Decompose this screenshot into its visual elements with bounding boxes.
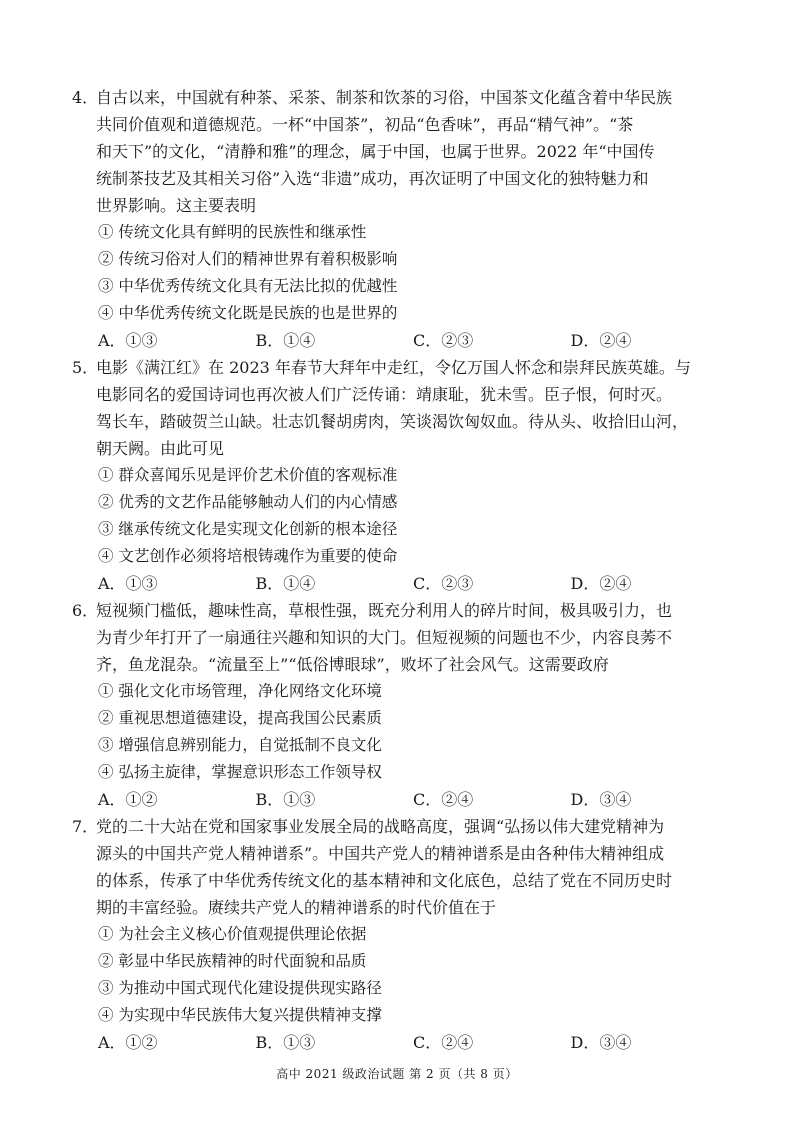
statement-1: ① 强化文化市场管理，净化网络文化环境 <box>98 682 382 700</box>
question-number: 4． <box>72 88 99 107</box>
statement-3: ③ 为推动中国式现代化建设提供现实路径 <box>98 979 382 997</box>
statement-4: ④ 中华优秀传统文化既是民族的也是世界的 <box>98 304 398 322</box>
stem-line: 世界影响。这主要表明 <box>96 196 257 215</box>
question-stem <box>96 813 728 921</box>
stem-line: 电影《满江红》在 2023 年春节大拜年中走红，令亿万国人怀念和崇拜民族英雄。与 <box>96 358 691 377</box>
statement-3: ③ 中华优秀传统文化具有无法比拟的优越性 <box>98 277 398 295</box>
choice-c: C．②④ <box>413 790 474 809</box>
statement-2: ② 优秀的文艺作品能够触动人们的内心情感 <box>98 493 398 511</box>
statement-4: ④ 文艺创作必须将培根铸魂作为重要的使命 <box>98 547 398 565</box>
statement-3: ③ 增强信息辨别能力，自觉抵制不良文化 <box>98 736 382 754</box>
stem-line: 统制茶技艺及其相关习俗”入选“非遗”成功，再次证明了中国文化的独特魅力和 <box>96 169 649 188</box>
statement-1: ① 传统文化具有鲜明的民族性和继承性 <box>98 223 367 241</box>
answer-choices <box>96 327 728 354</box>
question-stem <box>96 597 728 678</box>
stem-line: 党的二十大站在党和国家事业发展全局的战略高度，强调“弘扬以伟大建党精神为 <box>96 817 665 836</box>
question-number: 7． <box>72 817 99 836</box>
stem-line: 共同价值观和道德规范。一杯“中国茶”，初品“色香味”，再品“精气神”。“茶 <box>96 115 634 134</box>
statement-3: ③ 继承传统文化是实现文化创新的根本途径 <box>98 520 398 538</box>
question-stem <box>96 84 728 219</box>
question-5 <box>72 354 728 597</box>
stem-line: 朝天阙。由此可见 <box>96 439 225 458</box>
statement-4: ④ 为实现中华民族伟大复兴提供精神支撑 <box>98 1006 382 1024</box>
stem-line: 电影同名的爱国诗词也再次被人们广泛传诵：靖康耻，犹未雪。臣子恨，何时灭。 <box>96 385 673 404</box>
statement-1: ① 群众喜闻乐见是评价艺术价值的客观标准 <box>98 466 398 484</box>
stem-line: 的体系，传承了中华优秀传统文化的基本精神和文化底色，总结了党在不同历史时 <box>96 871 673 890</box>
stem-line: 驾长车，踏破贺兰山缺。壮志饥餐胡虏肉，笑谈渴饮匈奴血。待从头、收拾旧山河， <box>96 412 689 431</box>
statement-4: ④ 弘扬主旋律，掌握意识形态工作领导权 <box>98 763 382 781</box>
statement-2: ② 重视思想道德建设，提高我国公民素质 <box>98 709 382 727</box>
stem-line: 齐，鱼龙混杂。“流量至上”“低俗博眼球”，败坏了社会风气。这需要政府 <box>96 655 609 674</box>
stem-line: 短视频门槛低，趣味性高，草根性强，既充分利用人的碎片时间，极具吸引力，也 <box>96 601 673 620</box>
question-number: 6． <box>72 601 99 620</box>
stem-line: 期的丰富经验。赓续共产党人的精神谱系的时代价值在于 <box>96 898 497 917</box>
stem-line: 为青少年打开了一扇通往兴趣和知识的大门。但短视频的问题也不少，内容良莠不 <box>96 628 673 647</box>
choice-b: B．①③ <box>255 790 316 809</box>
statement-2: ② 传统习俗对人们的精神世界有着积极影响 <box>98 250 398 268</box>
choice-b: B．①④ <box>255 331 316 350</box>
answer-choices <box>96 1029 728 1056</box>
choice-a: A．①② <box>98 790 158 809</box>
choice-a: A．①③ <box>98 574 158 593</box>
question-4 <box>72 84 728 354</box>
stem-line: 自古以来，中国就有种茶、采茶、制茶和饮茶的习俗，中国茶文化蕴含着中华民族 <box>96 88 673 107</box>
choice-d: D．③④ <box>570 790 632 809</box>
answer-choices <box>96 570 728 597</box>
choice-d: D．②④ <box>570 574 632 593</box>
page-footer: 高中 2021 级政治试题 第 2 页（共 8 页） <box>276 1067 518 1081</box>
choice-c: C．②③ <box>413 331 474 350</box>
choice-d: D．②④ <box>570 331 632 350</box>
choice-b: B．①③ <box>255 1033 316 1052</box>
answer-choices <box>96 786 728 813</box>
choice-c: C．②③ <box>413 574 474 593</box>
question-7 <box>72 813 728 1056</box>
stem-line: 和天下”的文化，“清静和雅”的理念，属于中国，也属于世界。2022 年“中国传 <box>96 142 655 161</box>
statement-2: ② 彰显中华民族精神的时代面貌和品质 <box>98 952 367 970</box>
question-number: 5． <box>72 358 99 377</box>
choice-d: D．③④ <box>570 1033 632 1052</box>
choice-b: B．①④ <box>255 574 316 593</box>
choice-a: A．①② <box>98 1033 158 1052</box>
stem-line: 源头的中国共产党人精神谱系”。中国共产党人的精神谱系是由各种伟大精神组成 <box>96 844 665 863</box>
choice-a: A．①③ <box>98 331 158 350</box>
question-6 <box>72 597 728 813</box>
question-stem <box>96 354 728 462</box>
statement-1: ① 为社会主义核心价值观提供理论依据 <box>98 925 367 943</box>
choice-c: C．②④ <box>413 1033 474 1052</box>
